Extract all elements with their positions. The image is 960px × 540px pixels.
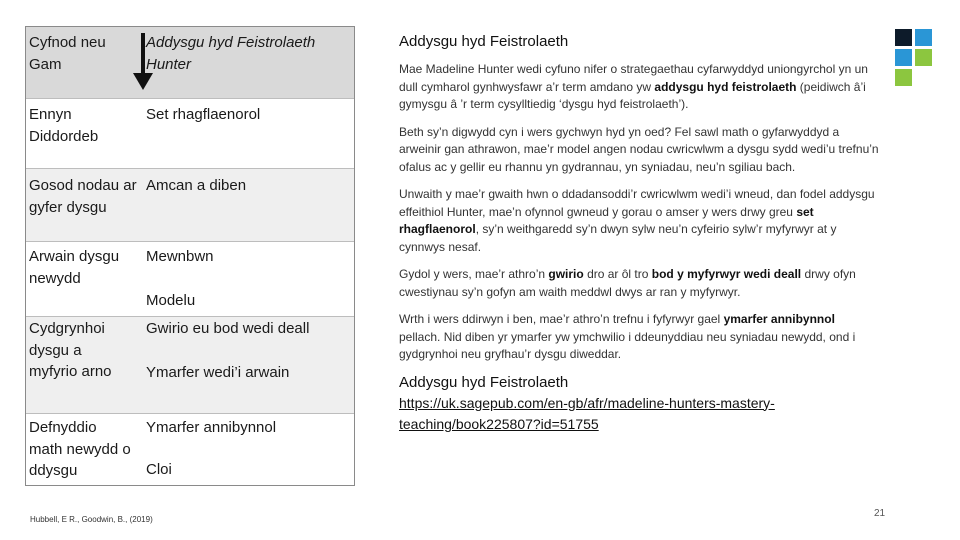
phase-label: Cyfnod neu Gam: [29, 34, 106, 73]
model-step: Mewnbwn: [146, 248, 214, 265]
paragraph-planning: Beth sy’n digwydd cyn i wers gychwyn hyd yn oed? Fel sawl math o gyfarwyddyd a arweinir gan athrawon, mae’r model angen nodau cwricwlwm a dysgu sydd wedi’u trefnu’n ofalus ac y gellir eu rhannu yn gydrannau, yn syniadau, neu’n sgiliau bach.: [399, 124, 879, 174]
phases-table: [25, 26, 355, 486]
model-step: Cloi: [146, 461, 172, 478]
citation: Hubbell, E R., Goodwin, B., (2019): [30, 515, 153, 524]
model-step: Gwirio eu bod wedi deall: [146, 320, 310, 337]
phase-label: Gosod nodau ar gyfer dysgu: [29, 177, 137, 216]
source-link[interactable]: https://uk.sagepub.com/en-gb/afr/madeline-hunters-mastery- teaching/book225807?id=51755: [399, 394, 775, 432]
section-heading: Addysgu hyd Feistrolaeth: [399, 33, 569, 50]
phase-label: Defnyddio math newydd o ddysgu: [29, 419, 131, 479]
content-panel: [399, 33, 884, 435]
model-step: Amcan a diben: [146, 177, 247, 194]
model-heading: Addysgu hyd Feistrolaeth Hunter: [146, 34, 316, 73]
paragraph-checking: Gydol y wers, mae’r athro’n gwirio dro ar ôl tro bod y myfyrwyr wedi deall drwy ofyn cwestiynau sy’n gofyn am waith meddwl dwys ar ran y myfyrwyr.: [399, 267, 856, 299]
logo-squares-icon: [895, 29, 935, 88]
model-step: Ymarfer wedi’i arwain: [146, 364, 290, 381]
paragraph-intro: Mae Madeline Hunter wedi cyfuno nifer o strategaethau cyfarwyddyd uniongyrchol yn un dull cymharol gynhwysfawr a’r term amdano yw addysgu hyd feistrolaeth (peidiwch â’i gymysgu â ’r term cysylltiedig ‘dysgu hyd feistrolaeth’).: [399, 62, 868, 111]
model-step: Ymarfer annibynnol: [146, 419, 277, 436]
phase-label: Ennyn Diddordeb: [29, 106, 99, 145]
paragraph-anticipatory-set: Unwaith y mae’r gwaith hwn o ddadansoddi’r cwricwlwm wedi’i wneud, dan fodel addysgu effeithiol Hunter, mae’n ofynnol gwneud y gorau o amser y wers drwy greu set rhagflaenorol, sy’n weithgaredd sy’n dwyn sylw neu’n cyfeirio sylw’r myfyrwyr at y cynnwys nesaf.: [399, 187, 875, 254]
page-number: 21: [874, 508, 886, 519]
model-step: Modelu: [146, 292, 196, 309]
phase-label: Arwain dysgu newydd: [29, 248, 120, 287]
footer-heading: Addysgu hyd Feistrolaeth: [399, 373, 569, 391]
phase-label: Cydgrynhoi dysgu a myfyrio arno: [29, 320, 112, 380]
model-step: Set rhagflaenorol: [146, 106, 261, 123]
paragraph-independent-practice: Wrth i wers ddirwyn i ben, mae’r athro’n trefnu i fyfyrwyr gael ymarfer annibynnol pellach. Nid diben yr ymarfer yw ymchwilio i ddeunyddiau neu syniadau newydd, ond i gydgrynhoi neu gryfhau’r dysgu diweddar.: [399, 312, 856, 361]
